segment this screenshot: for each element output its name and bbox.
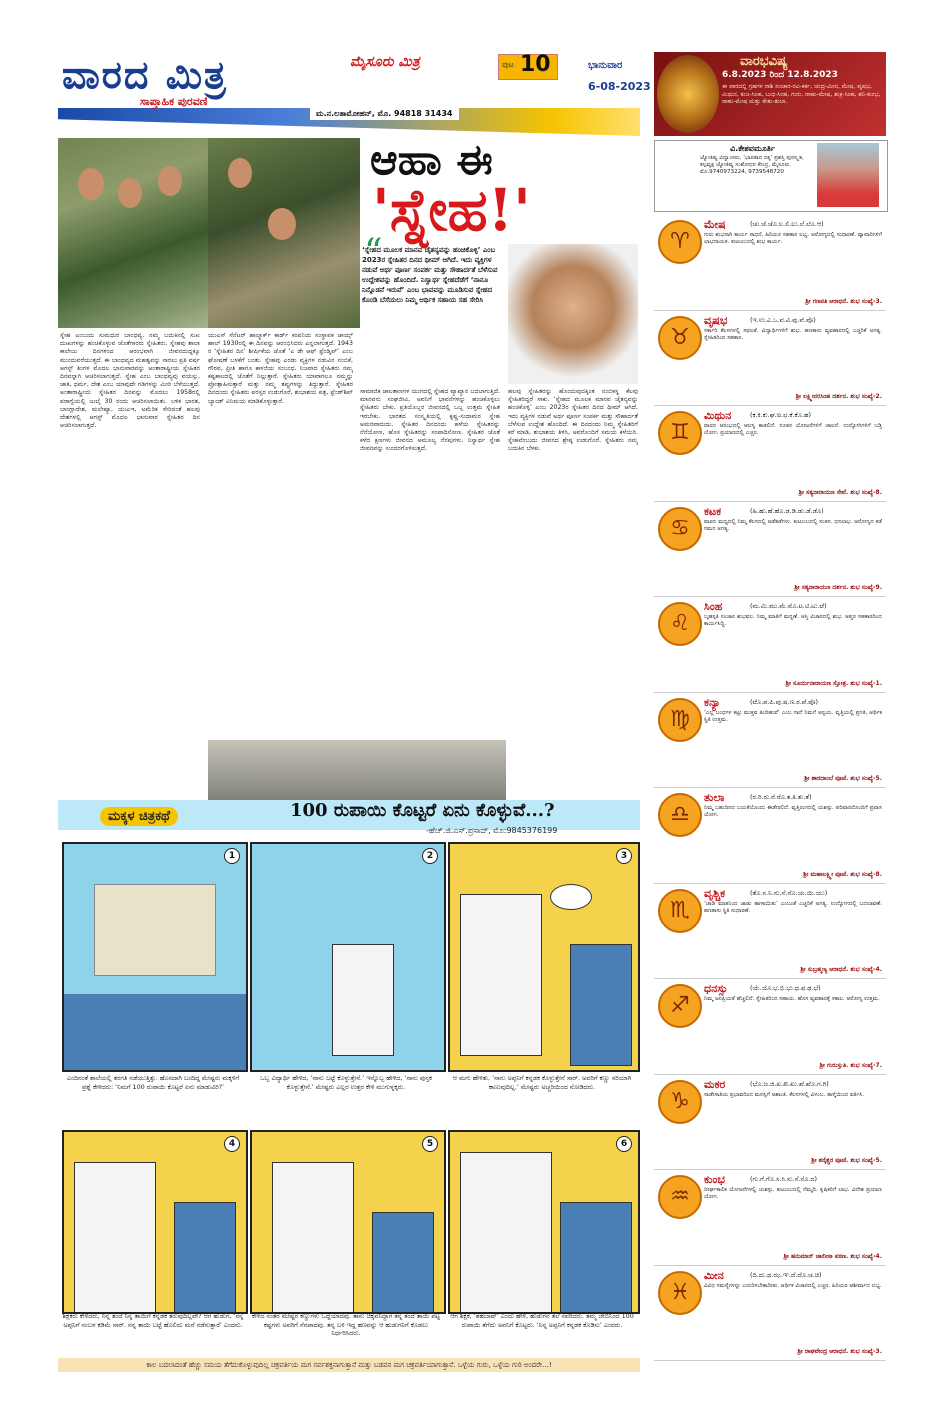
horoscope-sign bbox=[654, 1171, 886, 1266]
sign-syllables: (ಮ.ಮಿ.ಮು.ಮೆ.ಮೊ.ಟ.ಟಿ.ಟು.ಟೆ) bbox=[750, 602, 827, 610]
sign-syllables: (ಟೊ.ಪ.ಪಿ.ಪು.ಷ.ಣ.ಠ.ಪೆ.ಪೊ) bbox=[750, 697, 819, 706]
sign-prediction: ನಿಮ್ಮ ಜನಪ್ರಿಯತೆ ಹೆಚ್ಚಲಿದೆ. ಸ್ನೇಹಿತರಿಂದ ಸಹಾಯ. ಹೊಸ ವ್ಯವಹಾರಕ್ಕೆ ಸಕಾಲ. ಆರೋಗ್ಯ ಉತ್ತಮ. bbox=[704, 996, 880, 1002]
sign-name: ಕನ್ಯಾ bbox=[704, 695, 721, 709]
friends-group-photo bbox=[58, 138, 208, 328]
sign-remedy: ಶ್ರೀ ಗಣಪತಿ ಆರಾಧನೆ. ಶುಭ ಸಂಖ್ಯೆ-3. bbox=[805, 297, 882, 305]
comic-title: 100 ರುಪಾಯಿ ಕೊಟ್ಟರೆ ಏನು ಕೊಳ್ಳುವೆ...? bbox=[290, 800, 555, 821]
sign-name: ಕಟಕ bbox=[704, 504, 722, 518]
zodiac-sign-icon: ♐ bbox=[658, 984, 702, 1028]
comic-panel-6 bbox=[448, 1130, 640, 1314]
horoscope-sign bbox=[654, 407, 886, 502]
sign-name: ಮಿಥುನ bbox=[704, 409, 732, 422]
sign-prediction: ವಾರದ ಆರಂಭದಲ್ಲಿ ಆಲಸ್ಯ ಕಾಡಲಿದೆ. ನೂತನ ಯೋಜನೆಗಳಿಗೆ ಚಾಲನೆ. ಉದ್ಯೋಗಿಗಳಿಗೆ ಬಡ್ತಿ ಯೋಗ. ಪ್ರಯಾಣದಲ್ಲಿ ಎಚ್ಚರ. bbox=[704, 423, 882, 437]
zodiac-sign-icon: ♏ bbox=[658, 889, 702, 933]
article-headline-part2: 'ಸ್ನೇಹ!' bbox=[372, 176, 531, 244]
sign-syllables: (ಹಿ.ಹು.ಹೆ.ಹೊ.ಡ.ಡಿ.ಡು.ಡೆ.ಡೊ) bbox=[750, 506, 824, 515]
panel-number: 5 bbox=[422, 1136, 438, 1152]
zodiac-sign-icon: ♈ bbox=[658, 220, 702, 264]
panel-number: 6 bbox=[616, 1136, 632, 1152]
masthead-logo: ವಾರದ ಮಿತ್ರ bbox=[62, 52, 228, 97]
issue-day: ಭಾನುವಾರ bbox=[588, 60, 623, 71]
sign-remedy: ಶ್ರೀ ಮಹಾಲಕ್ಷ್ಮೀ ಪೂಜೆ. ಶುಭ ಸಂಖ್ಯೆ-8. bbox=[803, 870, 882, 878]
quote-mark-icon: “ bbox=[364, 232, 383, 273]
sign-name: ತುಲಾ bbox=[704, 791, 725, 804]
sign-remedy: ಶ್ರೀ ಸೂರ್ಯನಾರಾಯಣ ಸ್ತೋತ್ರ. ಶುಭ ಸಂಖ್ಯೆ-1. bbox=[785, 679, 882, 687]
zodiac-sign-icon: ♒ bbox=[658, 1175, 702, 1219]
sign-prediction: ಸರ್ಕಾರಿ ಕೆಲಸಗಳಲ್ಲಿ ಸಫಲತೆ. ವಿದ್ಯಾರ್ಥಿಗಳಿಗೆ ಶುಭ. ಹಣಕಾಸು ವ್ಯವಹಾರದಲ್ಲಿ ಎಚ್ಚರಿಕೆ ಅಗತ್ಯ. ಸ್ನೇಹಿತರಿಂದ ಸಹಕಾರ. bbox=[704, 327, 882, 341]
panel-number: 1 bbox=[224, 848, 240, 864]
paper-name: ಮೈಸೂರು ಮಿತ್ರ bbox=[350, 54, 420, 70]
sign-remedy: ಶ್ರೀ ಗುರುಸ್ತುತಿ. ಶುಭ ಸಂಖ್ಯೆ-7. bbox=[819, 1061, 882, 1069]
horoscope-sign bbox=[654, 885, 886, 980]
sign-name: ಧನಸ್ಸು bbox=[704, 982, 728, 995]
page-number: 10 bbox=[520, 52, 551, 77]
sign-name: ಮೀನ bbox=[704, 1268, 724, 1282]
sign-syllables: (ದಿ.ದು.ಥ.ಝ.ಞ.ದೆ.ದೊ.ಚ.ಚಿ) bbox=[750, 1270, 822, 1279]
horoscope-sign bbox=[654, 694, 886, 789]
comic-panel-2 bbox=[250, 842, 446, 1072]
zodiac-sign-icon: ♓ bbox=[658, 1271, 702, 1315]
sign-prediction: ‘ಚಾಡಿ ಮಾತನಿಂದ ಜಾಡು ಹಾಳಾಯಿತು’ ಎಂಬಂತೆ ಎಚ್ಚರಿಕೆ ಅಗತ್ಯ. ಉದ್ಯೋಗದಲ್ಲಿ ಬದಲಾವಣೆ. ಹಣಕಾಸು ಸ್ಥಿತಿ ಸುಧಾರಣೆ. bbox=[704, 900, 882, 914]
sign-syllables: (ಯೆ.ಯೊ.ಭ.ಭಿ.ಭು.ಧ.ಫ.ಢ.ಭೆ) bbox=[750, 984, 821, 992]
horoscope-sign bbox=[654, 1076, 886, 1171]
sign-prediction: ನಿಮ್ಮ ಬಹುದಿನದ ಬಯಕೆಯೊಂದು ಈಡೇರಲಿದೆ. ವೃತ್ತಿರಂಗದಲ್ಲಿ ಯಶಸ್ಸು. ಪರಿವಾರದೊಂದಿಗೆ ಪ್ರವಾಸ ಯೋಗ. bbox=[704, 805, 882, 819]
sign-prediction: ವಿವಿಧ ಸಮಸ್ಯೆಗಳನ್ನು ಎದುರಿಸಬೇಕಾದೀತು. ಆರ್ಥಿಕ ವಿಚಾರದಲ್ಲಿ ಎಚ್ಚರ. ಹಿರಿಯರ ಆಶೀರ್ವಾದ ಲಭ್ಯ. bbox=[704, 1282, 882, 1289]
sign-syllables: (ಇ.ಉ.ಎ.ಒ.ವ.ವಿ.ವು.ವೆ.ವೊ) bbox=[750, 315, 816, 324]
comic-section-label: ಮಕ್ಕಳ ಚಿತ್ರಕಥೆ bbox=[100, 807, 178, 826]
zodiac-sign-icon: ♋ bbox=[658, 507, 702, 551]
comic-credit: -ಹೆಚ್.ಜಿ.ಎಸ್.ಪ್ರಸಾದ್, ಮೊ:9845376199 bbox=[426, 826, 558, 835]
zodiac-sign-icon: ♍ bbox=[658, 698, 702, 742]
sign-prediction: ಗುರು ಶುಭನಾಗಿ ಕಾರ್ಯ ಸಾಧನೆ, ಹಿರಿಯರ ಸಹಕಾರ ಲಭ್ಯ. ಆರೋಗ್ಯದಲ್ಲಿ ಸುಧಾರಣೆ. ವ್ಯಾಪಾರಿಗಳಿಗೆ ಲಾಭದಾಯಕ. ಕುಟುಂಬದಲ್ಲಿ ಶುಭ ಕಾರ್ಯ. bbox=[704, 232, 882, 246]
panel-number: 4 bbox=[224, 1136, 240, 1152]
sign-syllables: (ಭೊ.ಜ.ಜಿ.ಖ.ಖಿ.ಖು.ಖೆ.ಖೊ.ಗ.ಗಿ) bbox=[750, 1079, 829, 1088]
article-column-1: ಸ್ನೇಹ ಎಂಬುದು ಸುಮಧುರ ಬಾಂಧವ್ಯ. ನಮ್ಮ ಬದುಕಿನಲ್ಲಿ ಸುಖ ದುಃಖಗಳನ್ನು ಹಂಚಿಕೊಳ್ಳುವ ಜೊತೆಗಾರರು ಸ್ನೇಹಿತರು. ಸ್ನೇಹವು ಶಾಲಾ ಕಾಲೇಜು ದಿನಗಳಿಂದ ಆರಂಭವಾಗಿ ಜೀವನದುದ್ದಕ್ಕೂ ಮುಂದುವರೆಯುತ್ತದೆ. ಈ ಬಾಂಧವ್ಯದ ಮಹತ್ವವನ್ನು ಸಾರಲು ಪ್ರತಿ ವರ್ಷ ಆಗಸ್ಟ್ ತಿಂಗಳ ಮೊದಲ ಭಾನುವಾರವನ್ನು ಅಂತಾರಾಷ್ಟ್ರೀಯ ಸ್ನೇಹಿತರ ದಿನವನ್ನಾಗಿ ಆಚರಿಸಲಾಗುತ್ತದೆ. ಸ್ನೇಹ ಎಂಬ ಬಾಂಧವ್ಯವು ವಯಸ್ಸು, ಜಾತಿ, ಧರ್ಮ, ದೇಶ ಎಂಬ ಯಾವುದೇ ಗಡಿಗಳನ್ನು ಮೀರಿ ಬೆಳೆಯುತ್ತದೆ. ಅಂತಾರಾಷ್ಟ್ರೀಯ ಸ್ನೇಹಿತರ ದಿನವನ್ನು ಮೊದಲು 1958ರಲ್ಲಿ ಪರಾಗ್ವೆಯಲ್ಲಿ ಜುಲೈ 30 ರಂದು ಆಚರಿಸಲಾಯಿತು. ಬಳಿಕ ಭಾರತ, ಬಾಂಗ್ಲಾದೇಶ, ಮಲೇಷ್ಯಾ, ಯುಎಇ, ಅಮೆರಿಕ ಸೇರಿದಂತೆ ಹಲವು ದೇಶಗಳಲ್ಲಿ ಆಗಸ್ಟ್ ಮೊದಲ ಭಾನುವಾರ ಸ್ನೇಹಿತರ ದಿನ ಆಚರಿಸಲಾಗುತ್ತದೆ. bbox=[60, 332, 200, 430]
sign-name: ವೃಶ್ಚಿಕ bbox=[704, 886, 726, 900]
horoscope-title: ವಾರಭವಿಷ್ಯ bbox=[740, 54, 788, 69]
sign-name: ವೃಷಭ bbox=[704, 313, 728, 327]
issue-date: 6-08-2023 bbox=[588, 80, 651, 93]
zodiac-sign-icon: ♊ bbox=[658, 411, 702, 455]
zodiac-sign-icon: ♉ bbox=[658, 316, 702, 360]
zodiac-sign-icon: ♑ bbox=[658, 1080, 702, 1124]
horoscope-sign bbox=[654, 598, 886, 693]
sign-remedy: ಶ್ರೀ ಲಕ್ಷ್ಮೀನರಸಿಂಹ ದರ್ಶನ. ಶುಭ ಸಂಖ್ಯೆ-2. bbox=[795, 393, 882, 400]
comic-caption-3: ಆ ಮಗು ಹೇಳಿತು, ‘ನಾನು ಅಪ್ಪನಿಗೆ ಕನ್ನಡಕ ಕೊಳ್ಳುತ್ತೇನೆ ಸಾರ್. ಅವರಿಗೆ ಕಣ್ಣು ಸರಿಯಾಗಿ ಕಾಣುವುದಿಲ್ಲ.’ ಮೇಷ್ಟರು ಅಚ್ಚರಿಯಿಂದ ನೋಡಿದರು. bbox=[452, 1074, 632, 1091]
sign-prediction: ಸಾಡೇಸಾತಿಯ ಪ್ರಭಾವದಿಂದ ಮನಸ್ಸಿಗೆ ಅಶಾಂತಿ. ಕೆಲಸಗಳಲ್ಲಿ ವಿಳಂಬ. ತಾಳ್ಮೆಯಿಂದ ವರ್ತಿಸಿ. bbox=[704, 1091, 865, 1098]
comic-caption-4: ಶಿಕ್ಷಕರು ಕೇಳಿದರು, ನಿನ್ನ ತಂದೆ ನಿನ್ನ ತಾಯಿಗೆ ಕನ್ನಡಕ ತರುವುದಿಲ್ಲವೇ? ಆಗ ಹುಡುಗ, ‘ನನ್ನ ಅಪ್ಪನಿಗೆ ಸಂಬಳ ಕಡಿಮೆ ಸಾರ್. ನನ್ನ ತಾಯಿ ಬಟ್ಟೆ ಹೊಲಿದು ಮನೆ ನಡೆಸುತ್ತಾರೆ’ ಎಂದನು. bbox=[62, 1312, 244, 1329]
article-column-2: ಯುಎಸ್ ಸೆನೆಟರ್ ಹಾಲ್ಮಾರ್ಕ್ ಕಾರ್ಡ್ ಕಂಪನಿಯ ಸಂಸ್ಥಾಪಕ ಜಾಯ್ಸ್ ಹಾಲ್ 1930ರಲ್ಲಿ ಈ ದಿನವನ್ನು ಆರಂಭಿಸಿದರು ಎನ್ನಲಾಗುತ್ತದೆ. 1943 ರ ‘ಸ್ನೇಹಿತರ ದಿನ’ ಶೀರ್ಷಿಕೆಯ ಜೊತೆ ‘ಎ ಡೇ ಆಫ್ ಫ್ರೆಂಡ್ಶಿಪ್’ ಎಂಬ ಘೋಷಣೆ ಬಳಕೆಗೆ ಬಂತು. ಸ್ನೇಹವು ಎರಡು ವ್ಯಕ್ತಿಗಳ ನಡುವಿನ ನಂಬಿಕೆ, ಗೌರವ, ಪ್ರೀತಿ ಹಾಗೂ ಕಾಳಜಿಯ ಸಂಬಂಧ. ನಿಜವಾದ ಸ್ನೇಹಿತರು ನಮ್ಮ ಕಷ್ಟಕಾಲದಲ್ಲಿ ಜೊತೆಗೆ ನಿಲ್ಲುತ್ತಾರೆ. ಸ್ನೇಹಿತರು ಯಾವಾಗಲೂ ನಮ್ಮನ್ನು ಪ್ರೋತ್ಸಾಹಿಸುತ್ತಾರೆ ಮತ್ತು ನಮ್ಮ ತಪ್ಪುಗಳನ್ನು ತಿದ್ದುತ್ತಾರೆ. ಸ್ನೇಹಿತರ ದಿನದಂದು ಸ್ನೇಹಿತರು ಪರಸ್ಪರ ಉಡುಗೊರೆ, ಶುಭಾಶಯ ಪತ್ರ, ಫ್ರೆಂಡ್‌ಶಿಪ್ ಬ್ಯಾಂಡ್ ವಿನಿಮಯ ಮಾಡಿಕೊಳ್ಳುತ್ತಾರೆ. bbox=[208, 332, 353, 405]
sign-name: ಮೇಷ bbox=[704, 218, 726, 231]
article-headline-part1: ಆಹಾ ಈ bbox=[370, 135, 493, 184]
panel-number: 2 bbox=[422, 848, 438, 864]
sign-name: ಮಕರ bbox=[704, 1077, 726, 1091]
comic-caption-1: ಎಂದಿನಂತೆ ಶಾಲೆಯಲ್ಲಿ ತರಗತಿ ನಡೆಯುತ್ತಿತ್ತು. ಹೊಸದಾಗಿ ಬಂದಿದ್ದ ಮೇಷ್ಟರು ಮಕ್ಕಳಿಗೆ ಪ್ರಶ್ನೆ ಕೇಳಿದರು: ‘ನಿಮಗೆ 100 ರುಪಾಯಿ ಕೊಟ್ಟರೆ ಏನು ಮಾಡುವಿರಿ?’ bbox=[66, 1074, 240, 1091]
astrologer-name: ವಿ.ಕೇಶವಮೂರ್ತಿ bbox=[730, 144, 776, 153]
sign-remedy: ಶ್ರೀ ಶಾರದಾಂಬೆ ಪೂಜೆ. ಶುಭ ಸಂಖ್ಯೆ-5. bbox=[804, 775, 882, 782]
sign-syllables: (ಚು.ಚೆ.ಚೊ.ಲ.ಲಿ.ಲು.ಲೆ.ಲೊ.ಆ) bbox=[750, 220, 824, 228]
sign-syllables: (ಕ.ಕಿ.ಕು.ಘ.ಙ.ಛ.ಕೆ.ಕೊ.ಹ) bbox=[750, 411, 812, 419]
sign-syllables: (ತೊ.ನ.ನಿ.ನು.ನೆ.ನೊ.ಯ.ಯಿ.ಯು) bbox=[750, 888, 828, 897]
panel-number: 3 bbox=[616, 848, 632, 864]
sign-name: ಸಿಂಹ bbox=[704, 600, 723, 613]
author-byline: ಮ.ನ.ಲತಾಮೋಹನ್, ಮೊ. 94818 31434 bbox=[310, 108, 459, 120]
comic-caption-6: ಆಗ ಶಿಕ್ಷಕ, ‘ಶಹಬಾಷ್’ ಎಂದು ಹೇಳಿ, ಹುಡುಗನ ತಲೆ ಸವರಿದರು. ತಮ್ಮ ಜೇಬಿನಿಂದ 100 ರುಪಾಯಿ ತೆಗೆದು ಅವನಿಗೆ ಕೊಟ್ಟರು. ‘ನಿನ್ನ ಅಪ್ಪನಿಗೆ ಕನ್ನಡಕ ಕೊಡಿಸು’ ಎಂದರು. bbox=[450, 1312, 634, 1329]
astrologer-info: ಜ್ಯೋತಿಷ್ಯ ವಿದ್ವಾಂಸರು, ‘ಭಾರತಾದ ರತ್ನ’ ಪ್ರಶಸ್ತಿ ಪುರಸ್ಕೃತ, ಕಲ್ಪವೃಕ್ಷ ಜ್ಯೋತಿಷ್ಯ ಸಂಶೋಧನ ಕೇಂದ್ರ, ಮೈಸೂರು. ಮೊ.9740973224, 9739548720 bbox=[700, 155, 804, 175]
sign-prediction: ವಾರದ ಮಧ್ಯದಲ್ಲಿ ನಿಮ್ಮ ಕೆಲಸದಲ್ಲಿ ಅಡೆತಡೆಗಳು. ಕುಟುಂಬದಲ್ಲಿ ಸಂತಸ. ಧನಲಾಭ. ಆರೋಗ್ಯದ ಕಡೆ ಗಮನ ಅಗತ್ಯ. bbox=[704, 518, 882, 532]
sign-remedy: ಶ್ರೀ ರಾಘವೇಂದ್ರ ಆರಾಧನೆ. ಶುಭ ಸಂಖ್ಯೆ-3. bbox=[797, 1348, 882, 1355]
sign-remedy: ಶ್ರೀ ಹನುಮಾನ್ ಚಾಲೀಸಾ ಪಠಣ. ಶುಭ ಸಂಖ್ಯೆ-4. bbox=[783, 1252, 882, 1260]
article-column-4: ಹಲವು ಸ್ನೇಹಿತರನ್ನು ಹೊಂದುವುದಕ್ಕಿಂತ ನಂಬಿಕಸ್ಥ ಕೆಲವು ಸ್ನೇಹಿತರಿದ್ದರೆ ಸಾಕು. ‘ಸ್ನೇಹದ ಮೂಲಕ ಮಾನವ ಚೈತನ್ಯವನ್ನು ಹಂಚಿಕೊಳ್ಳಿ’ ಎಂಬ 2023ರ ಸ್ನೇಹಿತರ ದಿನದ ಥೀಮ್ ಆಗಿದೆ. ಇದು ವ್ಯಕ್ತಿಗಳ ನಡುವೆ ಅರ್ಥ ಪೂರ್ಣ ಸಂಪರ್ಕ ಮತ್ತು ಸೌಹಾರ್ದತೆ ಬೆಳೆಸುವ ಉದ್ದೇಶ ಹೊಂದಿದೆ. ಈ ದಿನದಂದು ನಿಮ್ಮ ಸ್ನೇಹಿತರಿಗೆ ಕರೆ ಮಾಡಿ, ಶುಭಾಶಯ ತಿಳಿಸಿ, ಅವರೊಂದಿಗೆ ಸಮಯ ಕಳೆಯಿರಿ. ಸ್ನೇಹವೆಂಬುದು ಜೀವನದ ಶ್ರೇಷ್ಠ ಉಡುಗೊರೆ. ಸ್ನೇಹಿತರು ನಮ್ಮ ಬದುಕಿನ ಬೆಳಕು. bbox=[508, 388, 638, 453]
comic-caption-5: ಕೇಳಿದ ನಂತರ ಮೇಷ್ಟರ ಕಣ್ಣುಗಳು ಒದ್ದೆಯಾದವು. ತಾನು ಚಿಕ್ಕವನಿದ್ದಾಗ ತನ್ನ ತಂದೆ ತಾಯಿ ಪಟ್ಟ ಕಷ್ಟಗಳು ಅವರಿಗೆ ನೆನಪಾದವು. ತನ್ನ ಬಳಿ ಇದ್ದ ಹಣವನ್ನು ಆ ಹುಡುಗನಿಗೆ ಕೊಡಲು ನಿರ್ಧರಿಸಿದರು. bbox=[251, 1312, 441, 1338]
sign-syllables: (ಗು.ಗೆ.ಗೊ.ಸ.ಸಿ.ಸು.ಸೆ.ಸೊ.ದ) bbox=[750, 1175, 818, 1183]
sign-remedy: ಶ್ರೀ ಸತ್ಯನಾರಾಯಣ ದರ್ಶನ. ಶುಭ ಸಂಖ್ಯೆ-9. bbox=[794, 584, 882, 591]
sign-prediction: ಬೃಹಸ್ಪತಿ ಸಂಚಾರ ಶುಭಫಲ. ನಿಮ್ಮ ಮಾತಿಗೆ ಮನ್ನಣೆ. ಆಸ್ತಿ ವಿಚಾರದಲ್ಲಿ ಶುಭ. ಆಪ್ತರ ಸಹಕಾರದಿಂದ ಕಾರ್ಯಸಿದ್ಧಿ. bbox=[704, 614, 882, 628]
sign-remedy: ಶ್ರೀ ಸುಬ್ರಹ್ಮಣ್ಯ ಆರಾಧನೆ. ಶುಭ ಸಂಖ್ಯೆ-4. bbox=[800, 966, 882, 973]
sign-prediction: ದೀರ್ಘಕಾಲಿಕ ಯೋಜನೆಗಳಲ್ಲಿ ಯಶಸ್ಸು. ಕುಟುಂಬದಲ್ಲಿ ನೆಮ್ಮದಿ. ಕೃಷಿಕರಿಗೆ ಲಾಭ. ವಿದೇಶ ಪ್ರಯಾಣ ಯೋಗ. bbox=[704, 1187, 882, 1201]
sign-remedy: ಶ್ರೀ ಸತ್ಯನಾರಾಯಣ ಸೇವೆ. ಶುಭ ಸಂಖ್ಯೆ-8. bbox=[798, 488, 882, 496]
zodiac-wheel-icon bbox=[657, 55, 719, 133]
horoscope-sign bbox=[654, 980, 886, 1075]
horoscope-sign bbox=[654, 216, 886, 311]
astrologer-photo bbox=[817, 143, 879, 207]
hands-together-photo bbox=[508, 244, 638, 384]
horoscope-sign bbox=[654, 312, 886, 407]
horoscope-date-range: 6.8.2023 ರಿಂದ 12.8.2023 bbox=[722, 70, 838, 80]
horoscope-planet-positions: ಈ ವಾರದಲ್ಲಿ ಗ್ರಹಗಳ ರಾಶಿ ಸಂಚಾರ-ರವಿ-ಕರ್ಕ, ಚಂದ್ರ-ಮೀನ, ಮೇಷ, ವೃಷಭ, ಮಿಥುನ, ಕುಜ-ಸಿಂಹ, ಬುಧ-ಸಿಂಹ, ಗುರು, ರಾಹು-ಮೇಷ, ಶುಕ್ರ-ಸಿಂಹ, ಶನಿ-ಕುಂಭ, ರಾಹು-ಮೇಷ ಮತ್ತು ಕೇತು-ತುಲಾ. bbox=[722, 83, 881, 105]
comic-caption-2: ಒಬ್ಬ ವಿದ್ಯಾರ್ಥಿ ಹೇಳಿದ, ‘ನಾನು ಬಟ್ಟೆ ಕೊಳ್ಳುತ್ತೇನೆ.’ ಇನ್ನೊಬ್ಬ ಹೇಳಿದ, ‘ನಾನು ಪುಸ್ತಕ ಕೊಳ್ಳುತ್ತೇನೆ.’ ಮೇಷ್ಟರು ಎಲ್ಲರ ಉತ್ತರ ಕೇಳಿ ಮುಗುಳ್ನಕ್ಕರು. bbox=[260, 1074, 432, 1091]
zodiac-sign-icon: ♎ bbox=[658, 793, 702, 837]
horoscope-sign bbox=[654, 789, 886, 884]
horoscope-sign bbox=[654, 503, 886, 598]
sign-syllables: (ರ.ರಿ.ರು.ರೆ.ರೊ.ತ.ತಿ.ತು.ತೆ) bbox=[750, 793, 812, 801]
zodiac-sign-icon: ♌ bbox=[658, 602, 702, 646]
sign-prediction: ‘ಎಲ್ಲ ಬಂಧಗಳ ಕಟ್ಟು ಮುಕ್ತವ ತಿಂದಿಹುವೆ’ ಎಂಬ ಗಾದೆ ನಿಮಗೆ ಅನ್ವಯ. ವೃತ್ತಿಯಲ್ಲಿ ಪ್ರಗತಿ, ಆರ್ಥಿಕ ಸ್ಥಿತಿ ಉತ್ತಮ. bbox=[704, 709, 882, 723]
article-pull-quote: ‘ಸ್ನೇಹದ ಮೂಲಕ ಮಾನವ ಚೈತನ್ಯವನ್ನು ಹಂಚಿಕೊಳ್ಳಿ’ ಎಂಬ 2023ರ ಸ್ನೇಹಿತರ ದಿನದ ಥೀಮ್ ಆಗಿದೆ. ಇದು ವ್ಯಕ್ತಿಗಳ ನಡುವೆ ಅರ್ಥ ಪೂರ್ಣ ಸಂಪರ್ಕ ಮತ್ತು ಸೌಹಾರ್ದತೆ ಬೆಳೆಸುವ ಉದ್ದೇಶವನ್ನು ಹೊಂದಿದೆ. ನಿಸ್ವಾರ್ಥ ಸ್ನೇಹದೆಡೆಗೆ ‘ನಾನೂ ನಿನ್ನೊಡನೆ ಇರುವೆ’ ಎಂಬ ಭಾವವನ್ನು ಮೂಡಿಸುವ ಸ್ನೇಹದ ಕೊಂಡಿ ಬೆಸೆಯಲು ನಿಮ್ಮ ಆರ್ಥಿಕ ಸಹಾಯ ಸಹ ಸೇರಿಸಿ bbox=[362, 246, 498, 304]
masthead-subtitle: ಸಾಪ್ತಾಹಿಕ ಪುರವಣಿ bbox=[140, 95, 208, 108]
comic-panel-4 bbox=[62, 1130, 248, 1314]
horoscope-sign bbox=[654, 1267, 886, 1362]
comic-footer-quote: ಕಾಲ ಬದಲಾದಂತೆ ಹೆಚ್ಚು ಸಮಯ ತೆಗೆದುಕೊಳ್ಳುವುದಿಲ್ಲ ಚಕ್ರವರ್ತಿಯ ಮಗ ಸರ್ವಶಕ್ತನಾಗುತ್ತಾನೆ ಮತ್ತು ಬಡವನ ಮಗ ಚಕ್ರವರ್ತಿಯಾಗುತ್ತಾನೆ. ಒಳ್ಳೆಯ ಗುರು, ಒಳ್ಳೆಯ ಗುರಿ ಅಂದರೇ...! bbox=[58, 1358, 640, 1372]
sign-name: ಕುಂಭ bbox=[704, 1173, 725, 1186]
article-column-3: ಸಾಮಾಜಿಕ ಜಾಲತಾಣಗಳ ಯುಗದಲ್ಲಿ ಸ್ನೇಹದ ವ್ಯಾಖ್ಯಾನ ಬದಲಾಗುತ್ತಿದೆ. ಮಾನವನು ಸಂಘಜೀವಿ, ಅವನಿಗೆ ಭಾವನೆಗಳನ್ನು ಹಂಚಿಕೊಳ್ಳಲು ಸ್ನೇಹಿತರು ಬೇಕು. ಪ್ರತಿಯೊಬ್ಬರ ಜೀವನದಲ್ಲಿ ಒಬ್ಬ ಉತ್ತಮ ಸ್ನೇಹಿತ ಇರಬೇಕು. ಭಾರತದ ಸಂಸ್ಕೃತಿಯಲ್ಲಿ ಕೃಷ್ಣ-ಸುದಾಮರ ಸ್ನೇಹ ಅಮರವಾದುದು. ಸ್ನೇಹಿತರ ದಿನದಂದು ಹಳೆಯ ಸ್ನೇಹಿತರನ್ನು ನೆನೆಯೋಣ, ಹೊಸ ಸ್ನೇಹಿತರನ್ನು ಸಂಪಾದಿಸೋಣ. ಸ್ನೇಹಿತರ ಜೊತೆ ಕಳೆದ ಕ್ಷಣಗಳು ಜೀವನದ ಅಮೂಲ್ಯ ನೆನಪುಗಳು. ನಿಸ್ವಾರ್ಥ ಸ್ನೇಹ ಜೀವನವನ್ನು ಸುಂದರಗೊಳಿಸುತ್ತದೆ. bbox=[360, 388, 500, 453]
comic-panel-1 bbox=[62, 842, 248, 1072]
comic-panel-5 bbox=[250, 1130, 446, 1314]
friends-group-photo-right bbox=[208, 138, 360, 328]
comic-panel-3 bbox=[448, 842, 640, 1072]
sign-remedy: ಶ್ರೀ ಶನೈಶ್ಚರ ಪೂಜೆ. ಶುಭ ಸಂಖ್ಯೆ-5. bbox=[811, 1157, 882, 1164]
page-label: ಪುಟ bbox=[502, 60, 514, 69]
